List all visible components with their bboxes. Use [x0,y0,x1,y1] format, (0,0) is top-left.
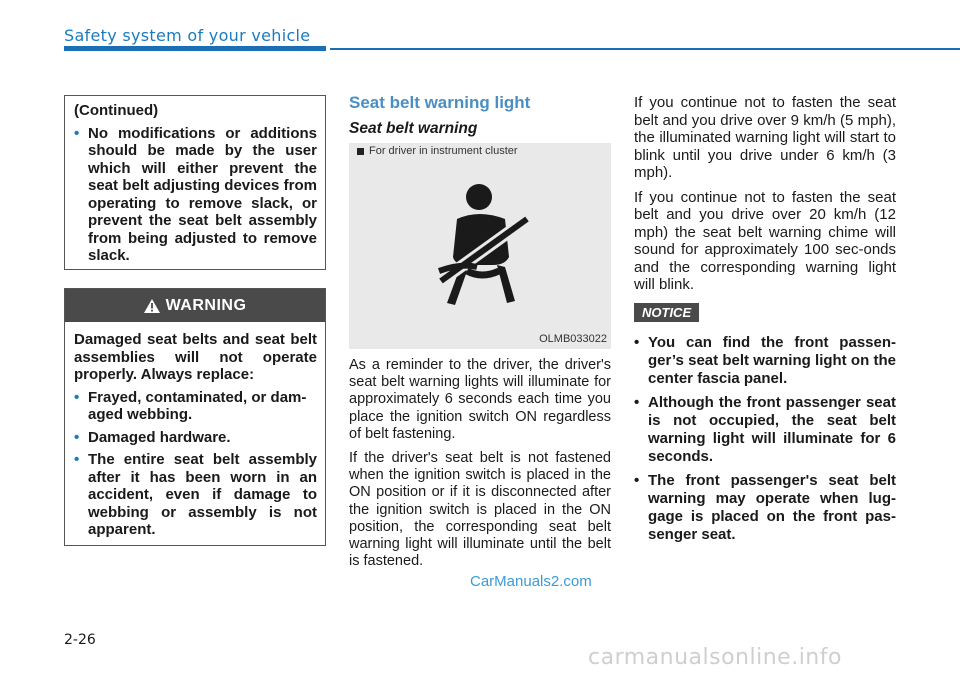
warning-bullet [74,389,317,424]
warning-body [65,322,325,539]
notice-item: • Although the front passenger seat is not occupied, the seat belt warning light will illuminate for 6 seconds. [634,394,896,465]
warning-header [65,289,325,322]
warning-bullet-text: The entire seat belt assembly after it has been worn in an accident, even if damage to webbing or assembly is not apparent. [88,451,317,538]
header-rule-thin [330,48,960,50]
page-number: 2-26 [64,632,96,648]
notice-item: • You can find the front passen-ger’s seat belt warning light on the center fascia panel. [634,334,896,387]
continued-bullet [74,125,317,265]
notice-badge: NOTICE [634,303,699,322]
section-title: Seat belt warning light [349,93,531,112]
body-paragraph: As a reminder to the driver, the driver's seat belt warning lights will illuminate for approximately 6 seconds each time you place the ignition switch ON regardless of belt fastening. [349,357,611,442]
section-subtitle: Seat belt warning [349,120,478,137]
warning-bullet [74,451,317,539]
page-header-title: Safety system of your vehicle [64,26,311,45]
warning-bullet [74,429,317,447]
seat-belt-warning-icon [427,179,537,309]
body-paragraph: If you continue not to fasten the seat belt and you drive over 20 km/h (12 mph) the seat belt warning chime will sound for approximately 100 sec-onds and the corresponding warning light will blink. [634,188,896,293]
section-body [349,357,611,577]
continued-bullet-text: No modifications or additions should be made by the user which will either prevent the seat belt adjusting devices from operating to remove slack, or prevent the seat belt assembly from being adjusted to remove slack. [88,124,317,264]
header-rule-thick [64,46,326,51]
bullet-dot-icon: • [634,334,640,351]
notice-item: • The front passenger's seat belt warning may operate when lug-gage is placed on the front pas-senger seat. [634,472,896,543]
notice-list [634,334,896,550]
warning-triangle-icon [144,299,160,313]
warning-box [64,288,326,546]
body-paragraph: If you continue not to fasten the seat belt and you drive over 9 km/h (5 mph), the illuminated warning light will start to blink until you drive under 6 km/h (3 mph). [634,94,896,181]
figure-caption: For driver in instrument cluster [357,145,518,157]
bullet-dot-icon: • [74,428,80,446]
warning-intro: Damaged seat belts and seat belt assemblies will not operate properly. Always replace: [74,331,317,383]
figure-panel [349,143,611,349]
bullet-dot-icon: • [634,472,640,489]
warning-bullet-text: Frayed, contaminated, or dam-aged webbing. [88,388,307,423]
watermark-text: carmanualsonline.info [588,645,842,670]
caption-square-icon [357,148,364,155]
bullet-dot-icon: • [74,124,80,142]
body-paragraph: If the driver's seat belt is not fastened when the ignition switch is placed in the ON position or if it is disconnected after the ignition switch is placed in the ON position, the corresponding seat belt warning light will illuminate until the belt is fastened. [349,450,611,570]
bullet-dot-icon: • [634,394,640,411]
warning-title: WARNING [165,296,247,314]
right-column-body [634,94,896,301]
continued-box [64,95,326,270]
continued-label: (Continued) [74,102,159,119]
warning-bullet-text: Damaged hardware. [88,428,231,446]
bullet-dot-icon: • [74,388,80,406]
bullet-dot-icon: • [74,451,80,468]
figure-code: OLMB033022 [539,333,607,345]
watermark-link[interactable]: CarManuals2.com [470,573,592,590]
